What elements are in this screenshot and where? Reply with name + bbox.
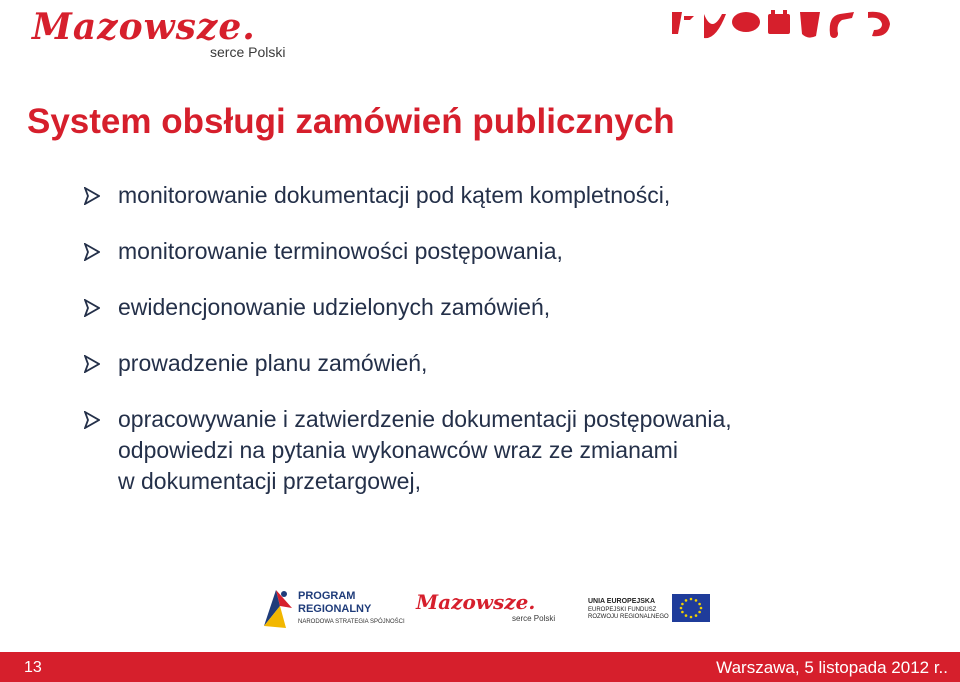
eu-fund-label: EUROPEJSKI FUNDUSZ — [588, 607, 657, 613]
small-logo-subtitle: serce Polski — [512, 614, 556, 623]
eu-label: UNIA EUROPEJSKA — [588, 598, 656, 605]
list-item — [84, 180, 670, 211]
eu-logo — [588, 594, 710, 626]
small-logo-wordmark: Mazowsze. — [416, 590, 536, 614]
slide-title: System obsługi zamówień publicznych — [27, 102, 675, 141]
list-item-text-line: odpowiedzi na pytania wykonawców wraz ze zmianami — [118, 437, 678, 463]
list-item — [84, 348, 427, 379]
mazowsze-logo — [32, 6, 302, 60]
list-item-text: monitorowanie dokumentacji pod kątem kompletności, — [118, 182, 671, 208]
strategy-label: NARODOWA STRATEGIA SPÓJNOŚCI — [298, 619, 405, 625]
regionalny-label: REGIONALNY — [298, 603, 372, 615]
list-item-text-line: w dokumentacji przetargowej, — [118, 468, 421, 494]
list-item — [84, 236, 563, 267]
program-regionalny-logo — [258, 586, 405, 632]
arrow-bullet-icon — [84, 187, 100, 205]
list-item-text: prowadzenie planu zamówień, — [118, 350, 428, 376]
strategy-star-icon — [262, 586, 294, 630]
eu-fund-label-2: ROZWOJU REGIONALNEGO — [588, 614, 669, 620]
sponsor-logos — [258, 584, 708, 634]
arrow-bullet-icon — [84, 411, 100, 429]
eu-flag-icon — [672, 594, 710, 622]
logo-wordmark: Mazowsze. — [32, 6, 256, 48]
program-label: PROGRAM — [298, 590, 356, 602]
arrow-bullet-icon — [84, 299, 100, 317]
list-item — [84, 404, 732, 497]
footer-date: Warszawa, 5 listopada 2012 r.. — [716, 658, 948, 677]
arrow-bullet-icon — [84, 355, 100, 373]
list-item-text-line: opracowywanie i zatwierdzenie dokumentacji postępowania, — [118, 406, 732, 432]
regional-pictograms-icon — [668, 6, 924, 40]
list-item — [84, 292, 550, 323]
list-item-text: monitorowanie terminowości postępowania, — [118, 238, 563, 264]
logo-subtitle: serce Polski — [210, 44, 286, 60]
list-item-text: ewidencjonowanie udzielonych zamówień, — [118, 294, 551, 320]
mazowsze-small-logo — [416, 590, 562, 630]
arrow-bullet-icon — [84, 243, 100, 261]
page-number: 13 — [24, 659, 42, 676]
footer-bar — [0, 652, 960, 682]
